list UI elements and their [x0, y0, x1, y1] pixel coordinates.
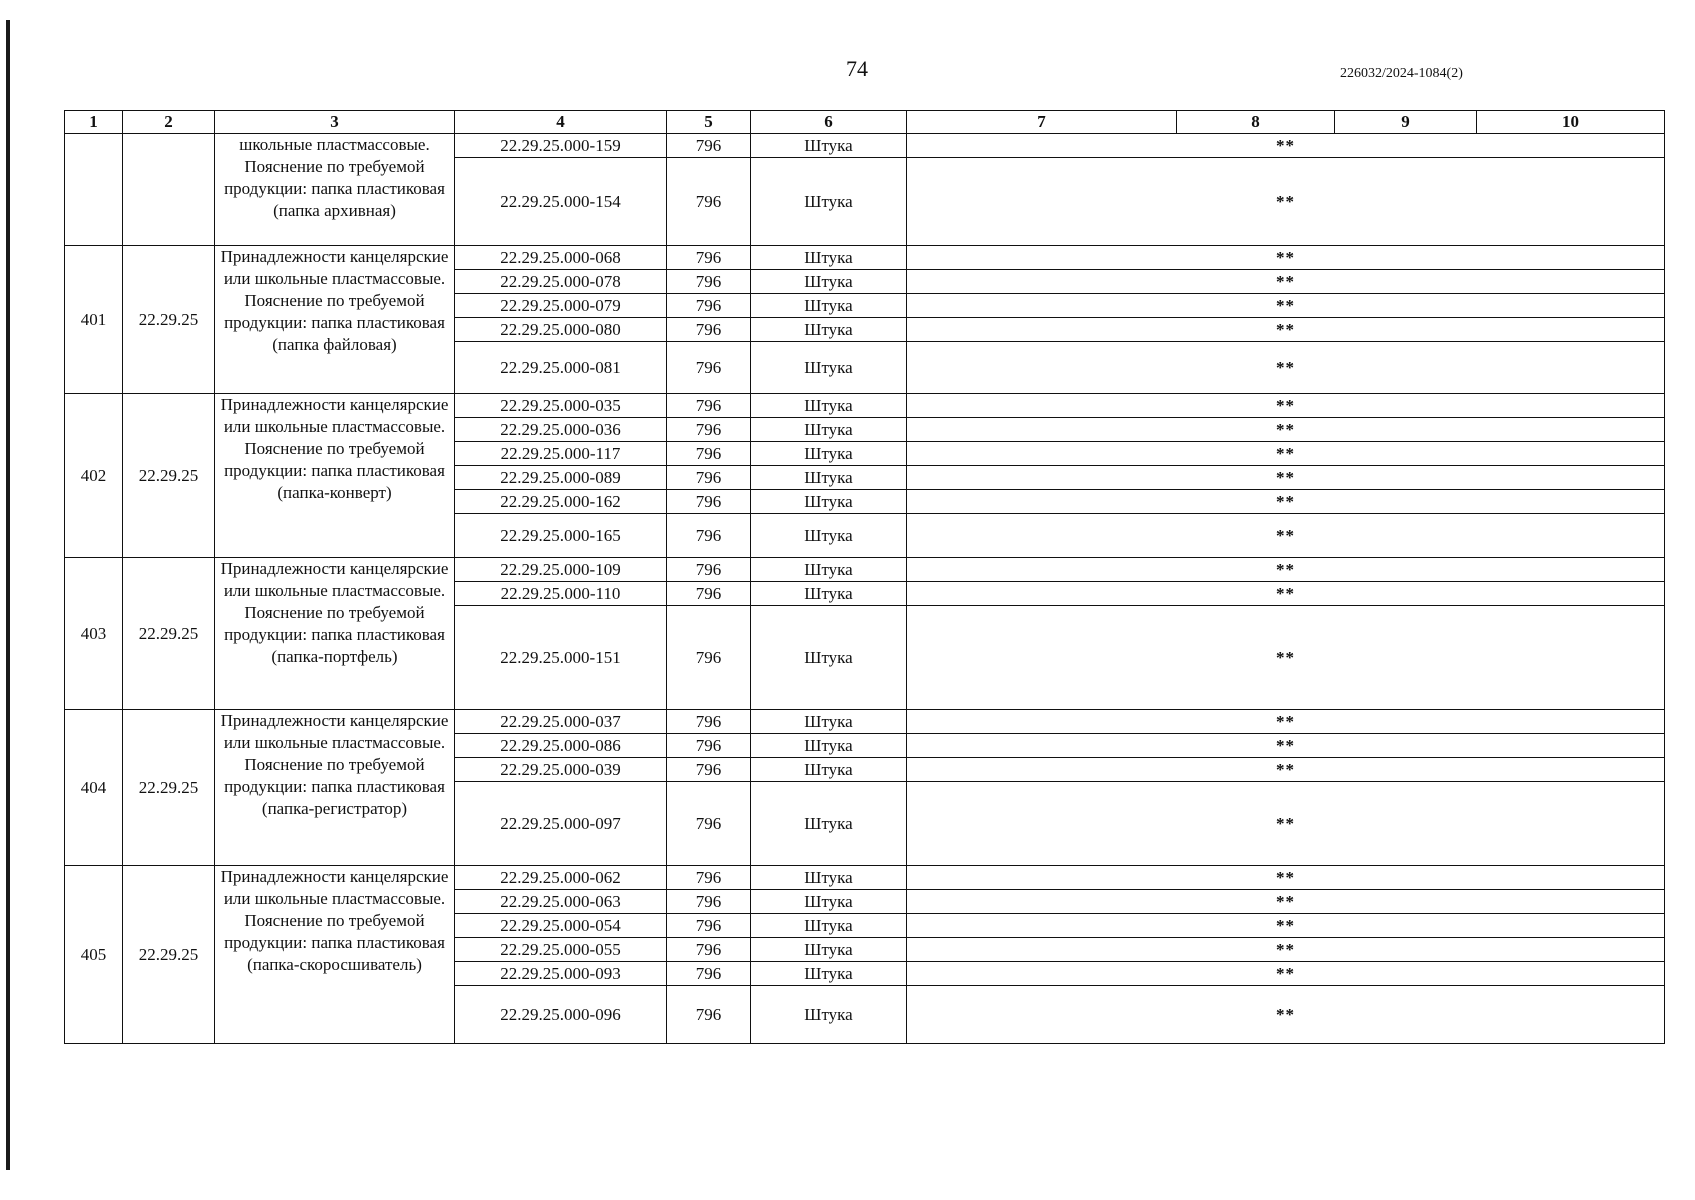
- product-code-cell: 22.29.25.000-054: [455, 914, 667, 938]
- okei-code-cell: 796: [667, 418, 751, 442]
- mark-cell: **: [907, 394, 1665, 418]
- okei-code-cell: 796: [667, 606, 751, 710]
- okpd-cell: 22.29.25: [123, 866, 215, 1044]
- unit-cell: Штука: [751, 866, 907, 890]
- okei-code-cell: 796: [667, 134, 751, 158]
- product-code-cell: 22.29.25.000-110: [455, 582, 667, 606]
- mark-cell: **: [907, 734, 1665, 758]
- mark-cell: **: [907, 710, 1665, 734]
- product-code-cell: 22.29.25.000-055: [455, 938, 667, 962]
- okei-code-cell: 796: [667, 442, 751, 466]
- table-row: [65, 866, 1665, 890]
- okei-code-cell: 796: [667, 558, 751, 582]
- okei-code-cell: 796: [667, 466, 751, 490]
- unit-cell: Штука: [751, 962, 907, 986]
- mark-cell: **: [907, 318, 1665, 342]
- okpd-cell: 22.29.25: [123, 394, 215, 558]
- product-code-cell: 22.29.25.000-159: [455, 134, 667, 158]
- unit-cell: Штука: [751, 270, 907, 294]
- description-cell: Принадлежности канцелярские или школьные пластмассовые. Пояснение по требуемой продукции: папка пластиковая (папка-скоросшиватель): [215, 866, 455, 1044]
- mark-cell: **: [907, 782, 1665, 866]
- unit-cell: Штука: [751, 890, 907, 914]
- column-header: 6: [751, 111, 907, 134]
- product-code-cell: 22.29.25.000-080: [455, 318, 667, 342]
- table-row: [65, 394, 1665, 418]
- okei-code-cell: 796: [667, 866, 751, 890]
- description-cell: Принадлежности канцелярские или школьные пластмассовые. Пояснение по требуемой продукции: папка пластиковая (папка-регистратор): [215, 710, 455, 866]
- row-number-cell: 401: [65, 246, 123, 394]
- row-number-cell: 403: [65, 558, 123, 710]
- mark-cell: **: [907, 514, 1665, 558]
- mark-cell: **: [907, 490, 1665, 514]
- okpd-cell: 22.29.25: [123, 246, 215, 394]
- product-code-cell: 22.29.25.000-089: [455, 466, 667, 490]
- mark-cell: **: [907, 890, 1665, 914]
- product-code-cell: 22.29.25.000-117: [455, 442, 667, 466]
- product-code-cell: 22.29.25.000-039: [455, 758, 667, 782]
- mark-cell: **: [907, 606, 1665, 710]
- table-row: [65, 710, 1665, 734]
- mark-cell: **: [907, 938, 1665, 962]
- okei-code-cell: 796: [667, 890, 751, 914]
- unit-cell: Штука: [751, 342, 907, 394]
- product-code-cell: 22.29.25.000-151: [455, 606, 667, 710]
- mark-cell: **: [907, 758, 1665, 782]
- mark-cell: **: [907, 442, 1665, 466]
- column-header: 8: [1177, 111, 1335, 134]
- row-number-cell: 405: [65, 866, 123, 1044]
- mark-cell: **: [907, 962, 1665, 986]
- product-code-cell: 22.29.25.000-035: [455, 394, 667, 418]
- okei-code-cell: 796: [667, 582, 751, 606]
- product-code-cell: 22.29.25.000-079: [455, 294, 667, 318]
- mark-cell: **: [907, 158, 1665, 246]
- okei-code-cell: 796: [667, 938, 751, 962]
- unit-cell: Штука: [751, 986, 907, 1044]
- column-header: 2: [123, 111, 215, 134]
- unit-cell: Штука: [751, 938, 907, 962]
- unit-cell: Штука: [751, 158, 907, 246]
- document-code: 226032/2024-1084(2): [1340, 66, 1463, 81]
- okei-code-cell: 796: [667, 394, 751, 418]
- table-row: [65, 558, 1665, 582]
- unit-cell: Штука: [751, 418, 907, 442]
- product-code-cell: 22.29.25.000-037: [455, 710, 667, 734]
- column-number-row: [65, 111, 1665, 134]
- product-code-cell: 22.29.25.000-036: [455, 418, 667, 442]
- column-header: 3: [215, 111, 455, 134]
- unit-cell: Штука: [751, 490, 907, 514]
- mark-cell: **: [907, 270, 1665, 294]
- okei-code-cell: 796: [667, 710, 751, 734]
- okei-code-cell: 796: [667, 158, 751, 246]
- column-header: 4: [455, 111, 667, 134]
- column-header: 1: [65, 111, 123, 134]
- mark-cell: **: [907, 342, 1665, 394]
- description-cell: Принадлежности канцелярские или школьные пластмассовые. Пояснение по требуемой продукции: папка пластиковая (папка-конверт): [215, 394, 455, 558]
- mark-cell: **: [907, 986, 1665, 1044]
- column-header: 7: [907, 111, 1177, 134]
- column-header: 9: [1335, 111, 1477, 134]
- product-code-cell: 22.29.25.000-093: [455, 962, 667, 986]
- product-code-cell: 22.29.25.000-081: [455, 342, 667, 394]
- description-cell: Принадлежности канцелярские или школьные пластмассовые. Пояснение по требуемой продукции: папка пластиковая (папка-портфель): [215, 558, 455, 710]
- product-code-cell: 22.29.25.000-096: [455, 986, 667, 1044]
- okei-code-cell: 796: [667, 342, 751, 394]
- unit-cell: Штука: [751, 710, 907, 734]
- mark-cell: **: [907, 914, 1665, 938]
- okei-code-cell: 796: [667, 914, 751, 938]
- mark-cell: **: [907, 866, 1665, 890]
- okei-code-cell: 796: [667, 246, 751, 270]
- unit-cell: Штука: [751, 246, 907, 270]
- product-code-cell: 22.29.25.000-154: [455, 158, 667, 246]
- product-code-cell: 22.29.25.000-068: [455, 246, 667, 270]
- okpd-cell: 22.29.25: [123, 710, 215, 866]
- mark-cell: **: [907, 294, 1665, 318]
- scan-edge-mark: [6, 20, 10, 1170]
- product-code-cell: 22.29.25.000-078: [455, 270, 667, 294]
- unit-cell: Штука: [751, 514, 907, 558]
- okei-code-cell: 796: [667, 294, 751, 318]
- okpd-cell: 22.29.25: [123, 558, 215, 710]
- product-code-cell: 22.29.25.000-063: [455, 890, 667, 914]
- row-number-cell: 404: [65, 710, 123, 866]
- okei-code-cell: 796: [667, 782, 751, 866]
- description-cell: школьные пластмассовые. Пояснение по требуемой продукции: папка пластиковая (папка архивная): [215, 134, 455, 246]
- unit-cell: Штука: [751, 294, 907, 318]
- product-code-cell: 22.29.25.000-162: [455, 490, 667, 514]
- product-code-cell: 22.29.25.000-086: [455, 734, 667, 758]
- okpd-cell: [123, 134, 215, 246]
- procurement-table: [64, 110, 1665, 1044]
- okei-code-cell: 796: [667, 962, 751, 986]
- mark-cell: **: [907, 558, 1665, 582]
- okei-code-cell: 796: [667, 270, 751, 294]
- page-number: 74: [846, 56, 868, 81]
- okei-code-cell: 796: [667, 734, 751, 758]
- unit-cell: Штука: [751, 318, 907, 342]
- unit-cell: Штука: [751, 582, 907, 606]
- row-number-cell: 402: [65, 394, 123, 558]
- table-row: [65, 134, 1665, 158]
- table-row: [65, 246, 1665, 270]
- product-code-cell: 22.29.25.000-062: [455, 866, 667, 890]
- mark-cell: **: [907, 418, 1665, 442]
- unit-cell: Штука: [751, 394, 907, 418]
- okei-code-cell: 796: [667, 490, 751, 514]
- unit-cell: Штука: [751, 758, 907, 782]
- unit-cell: Штука: [751, 734, 907, 758]
- unit-cell: Штука: [751, 782, 907, 866]
- product-code-cell: 22.29.25.000-097: [455, 782, 667, 866]
- okei-code-cell: 796: [667, 758, 751, 782]
- okei-code-cell: 796: [667, 318, 751, 342]
- unit-cell: Штука: [751, 606, 907, 710]
- unit-cell: Штука: [751, 466, 907, 490]
- unit-cell: Штука: [751, 442, 907, 466]
- description-cell: Принадлежности канцелярские или школьные пластмассовые. Пояснение по требуемой продукции: папка пластиковая (папка файловая): [215, 246, 455, 394]
- okei-code-cell: 796: [667, 986, 751, 1044]
- column-header: 10: [1477, 111, 1665, 134]
- unit-cell: Штука: [751, 914, 907, 938]
- row-number-cell: [65, 134, 123, 246]
- mark-cell: **: [907, 246, 1665, 270]
- column-header: 5: [667, 111, 751, 134]
- product-code-cell: 22.29.25.000-165: [455, 514, 667, 558]
- mark-cell: **: [907, 134, 1665, 158]
- unit-cell: Штука: [751, 558, 907, 582]
- unit-cell: Штука: [751, 134, 907, 158]
- okei-code-cell: 796: [667, 514, 751, 558]
- product-code-cell: 22.29.25.000-109: [455, 558, 667, 582]
- mark-cell: **: [907, 466, 1665, 490]
- mark-cell: **: [907, 582, 1665, 606]
